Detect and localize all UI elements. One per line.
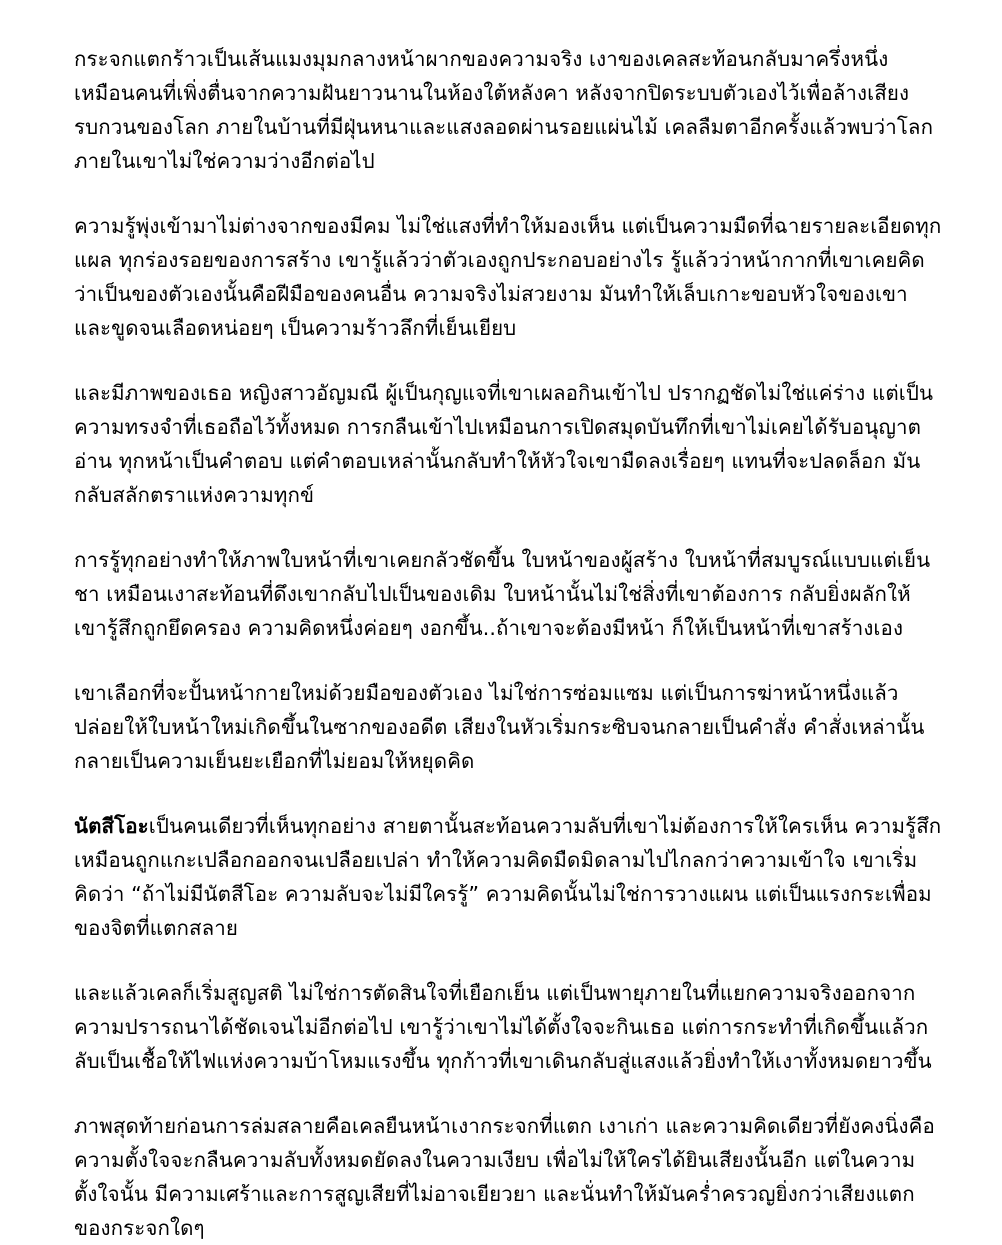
paragraph-1: กระจกแตกร้าวเป็นเส้นแมงมุมกลางหน้าผากของความจริง เงาของเคลสะท้อนกลับมาครึ่งหนึ่ง เหมือนคนที่เพิ่งตื่นจากความฝันยาวนานในห้องใต้หลังคา หลังจากปิดระบบตัวเองไว้เพื่อล้างเสียงรบกวนของโลก ภายในบ้านที่มีฝุ่นหนาและแสงลอดผ่านรอยแผ่นไม้ เคลลืมตาอีกครั้งแล้วพบว่าโลกภายในเขาไม่ใช่ความว่างอีกต่อไป xyxy=(74,47,934,173)
paragraph-7: และแล้วเคลก็เริ่มสูญสติ ไม่ใช่การตัดสินใจที่เยือกเย็น แต่เป็นพายุภายในที่แยกความจริงออกจากความปรารถนาได้ชัดเจนไม่อีกต่อไป เขารู้ว่าเขาไม่ได้ตั้งใจจะกินเธอ แต่การกระทำที่เกิดขึ้นแล้วกลับเป็นเชื้อให้ไฟแห่งความบ้าโหมแรงขึ้น ทุกก้าวที่เขาเดินกลับสู่แสงแล้วยิ่งทำให้เงาทั้งหมดยาวขึ้น xyxy=(74,981,932,1073)
paragraph-5: เขาเลือกที่จะปั้นหน้ากายใหม่ด้วยมือของตัวเอง ไม่ใช่การซ่อมแซม แต่เป็นการฆ่าหน้าหนึ่งแล้วปล่อยให้ใบหน้าใหม่เกิดขึ้นในซากของอดีต เสียงในหัวเริ่มกระซิบจนกลายเป็นคำสั่ง คำสั่งเหล่านั้นกลายเป็นความเย็นยะเยือกที่ไม่ยอมให้หยุดคิด xyxy=(74,681,925,773)
paragraph-6-text: เป็นคนเดียวที่เห็นทุกอย่าง สายตานั้นสะท้อนความลับที่เขาไม่ต้องการให้ใครเห็น ความรู้สึกเหมือนถูกแกะเปลือกออกจนเปลือยเปล่า ทำให้ความคิดมืดมิดลามไปไกลกว่าความเข้าใจ เขาเริ่มคิดว่า “ถ้าไม่มีนัตสีโอะ ความลับจะไม่มีใครรู้” ความคิดนั้นไม่ใช่การวางแผน แต่เป็นแรงกระเพื่อมของจิตที่แตกสลาย xyxy=(74,814,942,940)
paragraph-2: ความรู้พุ่งเข้ามาไม่ต่างจากของมีคม ไม่ใช่แสงที่ทำให้มองเห็น แต่เป็นความมืดที่ฉายรายละเอียดทุกแผล ทุกร่องรอยของการสร้าง เขารู้แล้วว่าตัวเองถูกประกอบอย่างไร รู้แล้วว่าหน้ากากที่เขาเคยคิดว่าเป็นของตัวเองนั้นคือฝีมือของคนอื่น ความจริงไม่สวยงาม มันทำให้เล็บเกาะขอบหัวใจของเขาและขูดจนเลือดหน่อยๆ เป็นความร้าวลึกที่เย็นเยียบ xyxy=(74,214,942,340)
paragraph-4: การรู้ทุกอย่างทำให้ภาพใบหน้าที่เขาเคยกลัวชัดขึ้น ใบหน้าของผู้สร้าง ใบหน้าที่สมบูรณ์แบบแต่เย็นชา เหมือนเงาสะท้อนที่ดึงเขากลับไปเป็นของเดิม ใบหน้านั้นไม่ใช่สิ่งที่เขาต้องการ กลับยิ่งผลักให้เขารู้สึกถูกยึดครอง ความคิดหนึ่งค่อยๆ งอกขึ้น..ถ้าเขาจะต้องมีหน้า ก็ให้เป็นหน้าที่เขาสร้างเอง xyxy=(74,548,931,640)
paragraph-6 xyxy=(74,809,942,945)
paragraph-8: ภาพสุดท้ายก่อนการล่มสลายคือเคลยืนหน้าเงากระจกที่แตก เงาเก่า และความคิดเดียวที่ยังคงนิ่งคือความตั้งใจจะกลืนความลับทั้งหมดยัดลงในความเงียบ เพื่อไม่ให้ใครได้ยินเสียงนั้นอีก แต่ในความตั้งใจนั้น มีความเศร้าและการสูญเสียที่ไม่อาจเยียวยา และนั่นทำให้มันคร่ำครวญยิ่งกว่าเสียงแตกของกระจกใดๆ xyxy=(74,1114,935,1240)
paragraph-3: และมีภาพของเธอ หญิงสาวอัญมณี ผู้เป็นกุญแจที่เขาเผลอกินเข้าไป ปรากฏชัดไม่ใช่แค่ร่าง แต่เป็นความทรงจำที่เธอถือไว้ทั้งหมด การกลืนเข้าไปเหมือนการเปิดสมุดบันทึกที่เขาไม่เคยได้รับอนุญาตอ่าน ทุกหน้าเป็นคำตอบ แต่คำตอบเหล่านั้นกลับทำให้หัวใจเขามืดลงเรื่อยๆ แทนที่จะปลดล็อก มันกลับสลักตราแห่งความทุกข์ xyxy=(74,381,934,507)
character-name: นัตสีโอะ xyxy=(74,814,149,838)
